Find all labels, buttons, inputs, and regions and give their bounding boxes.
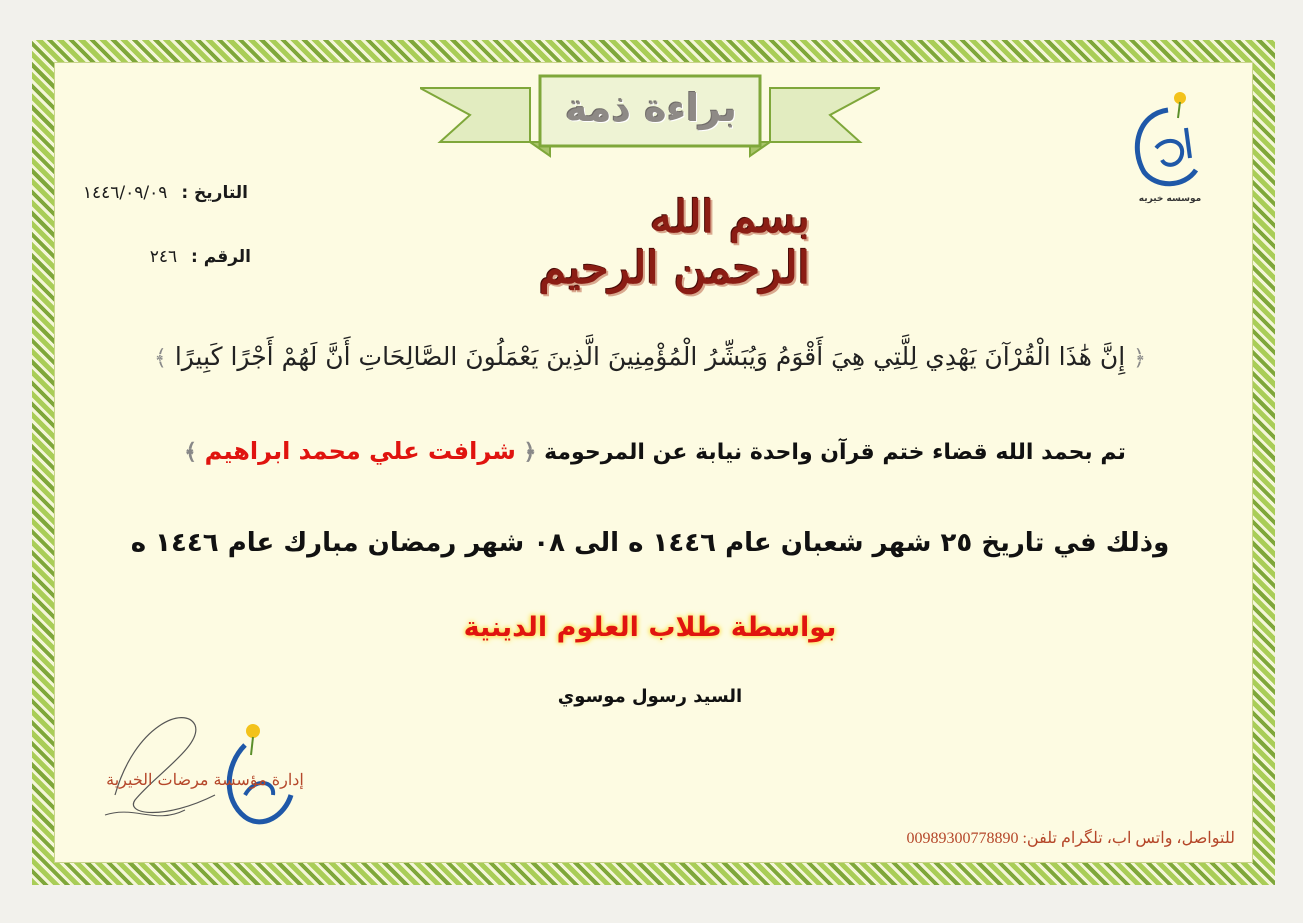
contact-info: للتواصل، واتس اب، تلگرام تلفن: 00989300778890 bbox=[906, 830, 1235, 847]
deceased-name: شرافت علي محمد ابراهيم bbox=[204, 437, 516, 465]
quran-verse bbox=[80, 342, 1220, 371]
ornament-open-icon: ﴿ bbox=[523, 440, 537, 465]
number-label: الرقم : bbox=[191, 247, 251, 267]
verse-text: إِنَّ هَٰذَا الْقُرْآنَ يَهْدِي لِلَّتِي هِيَ أَقْوَمُ وَيُبَشِّرُ الْمُؤْمِنِينَ الَّذِينَ يَعْمَلُونَ الصَّالِحَاتِ أَنَّ لَهُمْ أَجْرًا كَبِيرًا bbox=[174, 342, 1126, 371]
date-range-statement: وذلك في تاريخ ٢٥ شهر شعبان عام ١٤٤٦ ه الى ٠٨ شهر رمضان مبارك عام ١٤٤٦ ه bbox=[130, 528, 1170, 558]
signer-name: السيد رسول موسوي bbox=[557, 686, 743, 707]
number-value: ٢٤٦ bbox=[149, 247, 178, 267]
stamp-text: إدارة مؤسسة مرضات الخيرية bbox=[106, 770, 304, 789]
completion-text: تم بحمد الله قضاء ختم قرآن واحدة نيابة عن المرحومة bbox=[544, 440, 1126, 465]
ornament-open-icon: ﴿ bbox=[1133, 346, 1147, 371]
certificate-title: براءة ذمة bbox=[564, 86, 738, 130]
date-value: ١٤٤٦/٠٩/٠٩ bbox=[82, 183, 168, 203]
number-row bbox=[150, 247, 251, 267]
organization-logo bbox=[1126, 88, 1210, 208]
completion-statement bbox=[150, 437, 1160, 465]
basmala-calligraphy: بسم الله الرحمن الرحيم bbox=[538, 192, 810, 294]
logo-caption: موسسه خیریه bbox=[1138, 194, 1202, 204]
ornament-close-icon: ﴾ bbox=[153, 346, 167, 371]
date-row bbox=[83, 183, 248, 203]
ornament-close-icon: ﴾ bbox=[184, 440, 197, 465]
date-label: التاريخ : bbox=[181, 183, 248, 203]
performed-by-statement: بواسطة طلاب العلوم الدينية bbox=[463, 612, 837, 643]
